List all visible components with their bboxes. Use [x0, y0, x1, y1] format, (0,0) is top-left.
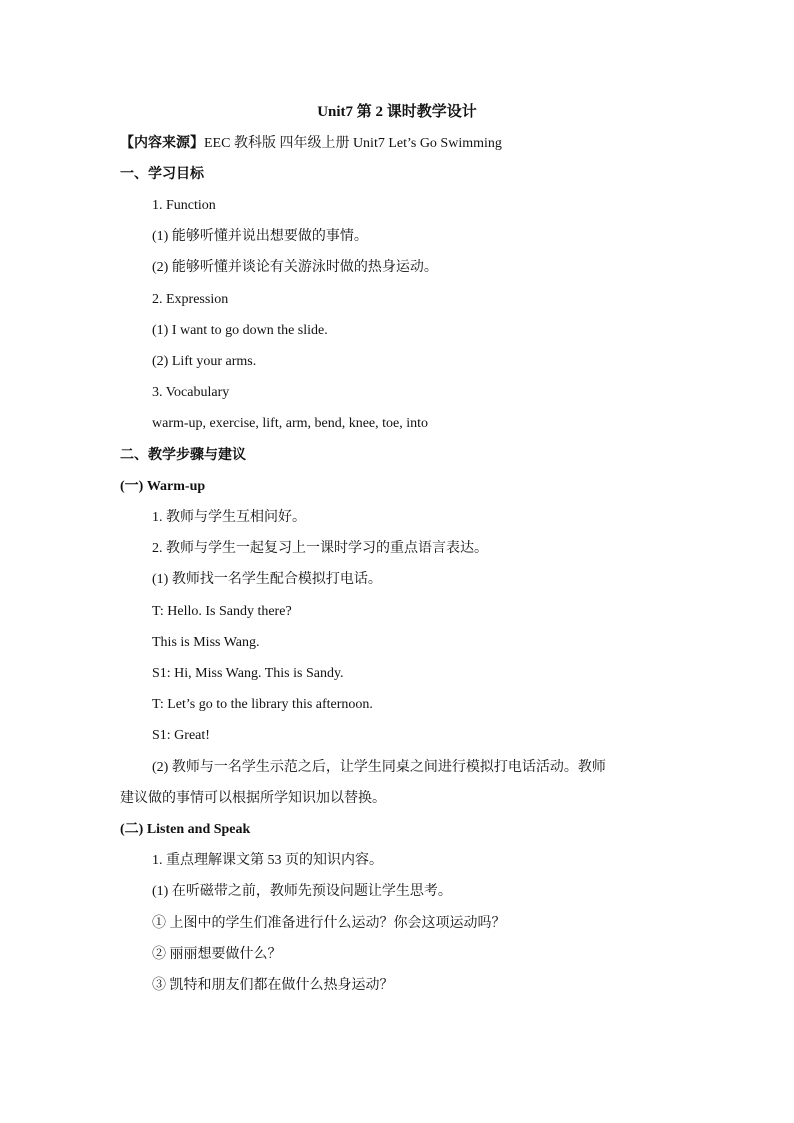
dialogue-line: T: Hello. Is Sandy there? [152, 604, 292, 619]
content-source-label: 【内容来源】 [120, 136, 204, 151]
objective-line: (1) 能够听懂并说出想要做的事情。 [152, 229, 368, 244]
step-line: (1) 在听磁带之前，教师先预设问题让学生思考。 [152, 884, 452, 899]
question-line: ② 丽丽想要做什么？ [152, 947, 282, 962]
dialogue-line: S1: Hi, Miss Wang. This is Sandy. [152, 666, 344, 681]
vocabulary-line: warm-up, exercise, lift, arm, bend, knee, toe, into [152, 416, 429, 431]
content-source [120, 134, 502, 154]
content-source-text: EEC 教科版 四年级上册 Unit7 Let’s Go Swimming [204, 136, 502, 151]
question-line: ① 上图中的学生们准备进行什么运动？你会这项运动吗？ [152, 916, 506, 931]
step-line: (1) 教师找一名学生配合模拟打电话。 [152, 572, 382, 587]
step-line: 1. 教师与学生互相问好。 [152, 510, 306, 525]
step-line: 1. 重点理解课文第 53 页的知识内容。 [152, 853, 383, 868]
objective-line: 2. Expression [152, 292, 229, 307]
objective-line: 3. Vocabulary [152, 385, 230, 400]
objective-line: (2) 能够听懂并谈论有关游泳时做的热身运动。 [152, 260, 438, 275]
subsection-heading-listen-speak: (二) Listen and Speak [120, 822, 251, 837]
section-heading-objectives: 一、学习目标 [120, 167, 204, 182]
objective-line: 1. Function [152, 198, 216, 213]
subsection-heading-warmup: (一) Warm-up [120, 479, 206, 494]
dialogue-line: S1: Great! [152, 728, 210, 743]
paragraph-continuation: 建议做的事情可以根据所学知识加以替换。 [120, 791, 386, 806]
dialogue-line: T: Let’s go to the library this afternoon. [152, 697, 373, 712]
objective-line: (1) I want to go down the slide. [152, 323, 328, 338]
question-line: ③ 凯特和朋友们都在做什么热身运动？ [152, 978, 394, 993]
paragraph-first-line: (2) 教师与一名学生示范之后，让学生同桌之间进行模拟打电话活动。教师 [152, 760, 606, 775]
dialogue-line: This is Miss Wang. [152, 635, 260, 650]
objective-line: (2) Lift your arms. [152, 354, 257, 369]
page-title: Unit7 第 2 课时教学设计 [317, 104, 477, 120]
step-line: 2. 教师与学生一起复习上一课时学习的重点语言表达。 [152, 541, 488, 556]
section-heading-steps: 二、教学步骤与建议 [120, 448, 246, 463]
